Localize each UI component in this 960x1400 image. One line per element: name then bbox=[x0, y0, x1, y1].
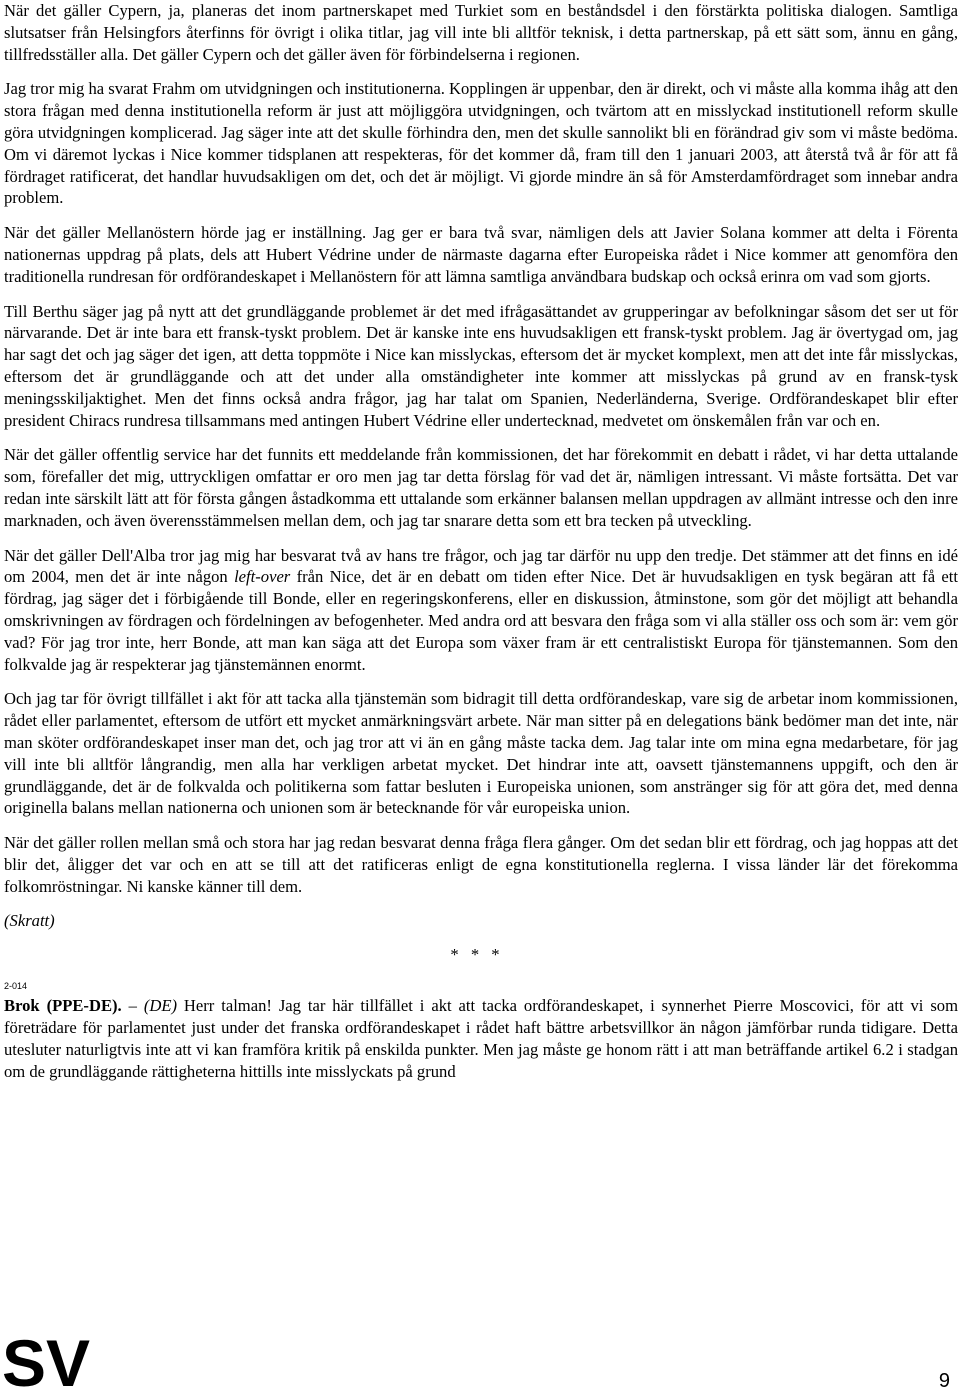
paragraph-berthu: Till Berthu säger jag på nytt att det grundläggande problemet är det med ifrågasättandet av grupperingar av befolkningar såsom det ser ut för närvarande. Det är inte bara ett fransk-tyskt problem. Det är kanske inte ens huvudsakligen ett fransk-tyskt problem. Jag är övertygad om, jag har sagt det och jag säger det igen, att detta toppmöte i Nice kan misslyckas, eftersom det är mycket komplext, men att det inte får misslyckas, eftersom det är grundläggande och att det under alla omständigheter inte kommer att misslyckas på grund av en fransk-tysk meningsskiljaktighet. Men det finns också andra frågor, jag har talat om Spanien, Nederländerna, Sverige. Ordförandeskapet blir efter president Chiracs rundresa tillsammans med antingen Hubert Védrine eller undertecknad, medvetet om önskemålen från var och en. bbox=[4, 301, 958, 430]
speaker-dash: – bbox=[121, 996, 144, 1016]
paragraph-cyprus: När det gäller Cypern, ja, planeras det inom partnerskapet med Turkiet som en beståndsdel i den förstärkta politiska dialogen. Samtliga slutsatser från Helsingfors återfinns för övrigt i olika titlar, jag vill inte bli alltför teknisk, i detta partnerskap, på ett sätt som, ännu en gång, tillfredsställer alla. Det gäller Cypern och det gäller även för förbindelserna i regionen. bbox=[4, 1, 958, 64]
paragraph-enlargement: Jag tror mig ha svarat Frahm om utvidgningen och institutionerna. Kopplingen är uppenbar, den är direkt, och vi måste alla komma ihåg att den stora frågan med denna institutionella reform är just att möjliggöra utvidgningen, och tvärtom att en misslyckad institutionell reform skulle göra utvidgningen komplicerad. Jag säger inte att det skulle förhindra den, men det skulle sannolikt bli en förändrad giv som vi måste bedöma. Om vi däremot lyckas i Nice kommer tidsplanen att respekteras, för det kommer då, fram till den 1 januari 2003, att återstå två år för att få fördraget ratificerat, det handlar huvudsakligen om det, och det är möjligt. Vi gjorde mindre än så för Amsterdamfördraget som innebar andra problem. bbox=[4, 79, 958, 208]
speaker-language: (DE) bbox=[143, 996, 177, 1016]
speech-brok bbox=[4, 995, 958, 1082]
speech-reference: 2-014 bbox=[4, 981, 28, 992]
dellalba-italic-term: left-over bbox=[234, 567, 291, 587]
dellalba-text-after: från Nice, det är en debatt om tiden efter Nice. Det är huvudsakligen en tysk begäran att få ett fördrag, jag säger det i förbigående till Bonde, eller en regeringskonferens, eller en diskussion, åtminstone, som gör det möjligt att behandla omskrivningen av fördragen och fördelningen av befogenheter. Med andra ord att besvara den fråga som vi alla ställer oss och som är: vem gör vad? För jag tror inte, herr Bonde, att man kan säga att det Europa som växer fram är ett centralistiskt Europa för tjänstemannen. Som den folkvalde jag är respekterar jag tjänstemännen enormt. bbox=[4, 567, 958, 674]
paragraph-thanks: Och jag tar för övrigt tillfället i akt för att tacka alla tjänstemän som bidragit till detta ordförandeskap, vare sig de arbetar inom kommissionen, rådet eller parlamentet, eftersom de utfört ett mycket anmärkningsvärt arbete. När man sitter på en delegations bänk bedömer man det inte, när man sköter ordförandeskapet inser man det, och jag tror att vi än en gång måste tacka dem. Jag talar inte om mina egna medarbetare, för jag vill inte bli alltför långrandig, men alla har verkligen arbetat mycket. Det hindrar inte att, oavsett tjänstemannens uppgift, och den är grundläggande, det är de folkvalda och politikerna som fattar besluten i Europeiska unionen, som anstränger sig för att göra det, med denna originella balans mellan nationerna och unionen som är betecknande för vår europeiska union. bbox=[4, 689, 958, 818]
footer-language-code: SV bbox=[2, 1326, 91, 1400]
footer-page-number: 9 bbox=[938, 1370, 950, 1392]
paragraph-small-large: När det gäller rollen mellan små och stora har jag redan besvarat denna fråga flera gånger. Om det sedan blir ett fördrag, och jag hoppas att det blir det, åligger det var och en att se till att det ratificeras enligt de egna konstitutionella reglerna. I vissa länder lär det förekomma folkomröstningar. Ni kanske känner till dem. bbox=[4, 833, 958, 896]
speaker-name: Brok (PPE-DE). bbox=[4, 996, 122, 1016]
section-separator: * * * bbox=[450, 945, 504, 965]
dellalba-text-before: När det gäller Dell'Alba tror jag mig har besvarat två av hans tre frågor, och jag tar därför nu upp den tredje. Det stämmer att det finns en idé om 2004, men det är inte någon bbox=[4, 545, 958, 587]
paragraph-middle-east: När det gäller Mellanöstern hörde jag er inställning. Jag ger er bara två svar, nämligen dels att Javier Solana kommer att delta i Förenta nationernas uppdrag på plats, dels att Hubert Védrine under de närmaste dagarna efter Europeiska rådet i Nice kommer att genomföra den traditionella rundresan för ordförandeskapet i Mellanöstern för att lämna samtliga användbara budskap och också erinra om vad som gjorts. bbox=[4, 223, 958, 286]
document-page bbox=[4, 0, 958, 1095]
paragraph-dellalba bbox=[4, 545, 958, 676]
laughter-note: (Skratt) bbox=[4, 911, 55, 931]
speech-text: Herr talman! Jag tar här tillfället i akt att tacka ordförandeskapet, i synnerhet Pierre Moscovici, för att vi som företrädare för parlamentet just under det franska ordförandeskapet i rådet haft bättre arbetsvillkor än någon jämförbar runda tidigare. Detta utesluter naturligtvis inte att vi kan framföra kritik på enskilda punkter. Men jag måste ge honom rätt i att man beträffande artikel 6.2 i stadgan om de grundläggande rättigheterna hittills inte misslyckats på grund bbox=[4, 996, 958, 1081]
paragraph-public-service: När det gäller offentlig service har det funnits ett meddelande från kommissionen, det har förekommit en debatt i rådet, vi har detta uttalande som, förefaller det mig, uttryckligen omfattar er oro men jag tar detta förslag för vad det är, nämligen intressant. Vi måste fortsätta. Det var redan inte särskilt lätt att för första gången åstadkomma ett uttalande som erkänner balansen mellan uppdragen av allmänt intresse och den inre marknaden, och även överensstämmelsen mellan dem, och jag tar snarare detta som ett bra tecken på utveckling. bbox=[4, 445, 958, 530]
